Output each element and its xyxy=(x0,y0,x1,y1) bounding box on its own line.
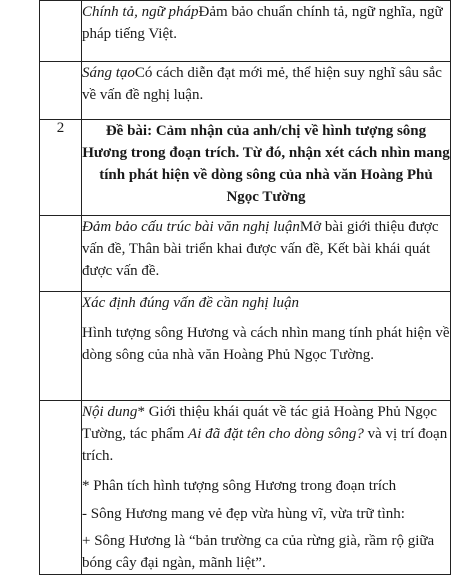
table-row xyxy=(40,292,451,401)
essay-prompt-cell xyxy=(82,120,451,216)
table-row xyxy=(40,401,451,575)
criterion-label: Đảm bảo cấu trúc bài văn nghị luận xyxy=(82,219,300,235)
criterion-text: Mở bài giới thiệu được vấn đề, Thân bài triển khai được vấn đề, Kết bài khái quát được vấn đề. xyxy=(82,219,439,279)
question-number: 2 xyxy=(40,120,82,216)
criterion-label: Chính tả, ngữ pháp xyxy=(82,4,199,20)
intro-text-b: và vị trí đoạn trích. xyxy=(82,426,448,464)
row-number-cell xyxy=(40,401,82,575)
criterion-content xyxy=(82,401,451,575)
essay-prompt: Đề bài: Cảm nhận của anh/chị về hình tượng sông Hương trong đoạn trích. Từ đó, nhận xét cách nhìn mang tính phát hiện về dòng sông của nhà văn Hoàng Phủ Ngọc Tường xyxy=(82,123,450,205)
criterion-text: Hình tượng sông Hương và cách nhìn mang tính phát hiện về dòng sông của nhà văn Hoàng Phủ Ngọc Tường. xyxy=(82,325,450,363)
content-intro xyxy=(82,401,450,467)
table-row xyxy=(40,120,451,216)
table-row xyxy=(40,62,451,120)
criterion-label: Xác định đúng vấn đề cần nghị luận xyxy=(82,295,300,311)
criterion-identify-issue xyxy=(82,292,451,401)
row-number-cell xyxy=(40,1,82,62)
intro-text-a: * Giới thiệu khái quát về tác giả Hoàng Phủ Ngọc Tường, tác phẩm xyxy=(82,404,437,442)
work-title: Ai đã đặt tên cho dòng sông? xyxy=(188,426,364,442)
row-number-cell xyxy=(40,216,82,292)
criterion-text: Có cách diễn đạt mới mẻ, thể hiện suy nghĩ sâu sắc về vấn đề nghị luận. xyxy=(82,65,442,103)
criterion-label: Sáng tạo xyxy=(82,65,135,81)
criterion-spelling-grammar xyxy=(82,1,451,62)
row-number-cell xyxy=(40,292,82,401)
criterion-creativity xyxy=(82,62,451,120)
criterion-label: Nội dung xyxy=(82,404,138,420)
rubric-table xyxy=(39,0,451,575)
analysis-point: - Sông Hương mang vẻ đẹp vừa hùng vĩ, vừa trữ tình: xyxy=(82,506,405,522)
criterion-essay-structure xyxy=(82,216,451,292)
criterion-text: Đảm bảo chuẩn chính tả, ngữ nghĩa, ngữ pháp tiếng Việt. xyxy=(82,4,443,42)
table-row xyxy=(40,216,451,292)
analysis-point: * Phân tích hình tượng sông Hương trong đoạn trích xyxy=(82,478,397,494)
table-row xyxy=(40,1,451,62)
row-number-cell xyxy=(40,62,82,120)
analysis-point: + Sông Hương là “bản trường ca của rừng già, rầm rộ giữa bóng cây đại ngàn, mãnh liệt”. xyxy=(82,533,435,571)
